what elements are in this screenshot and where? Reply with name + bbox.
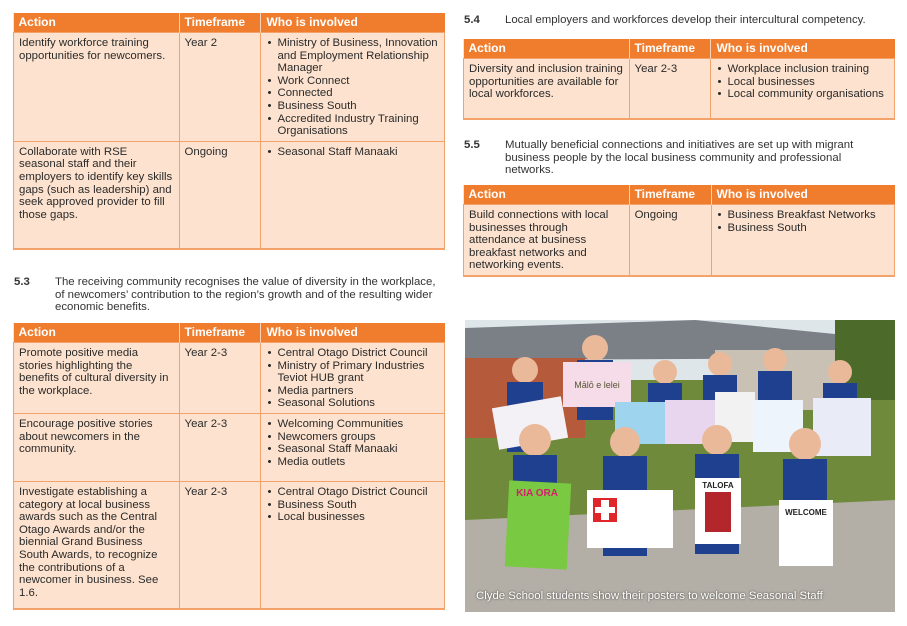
header-action: Action [464, 39, 630, 59]
timeframe-cell: Ongoing [179, 141, 261, 249]
photo-caption: Clyde School students show their posters to welcome Seasonal Staff [476, 590, 823, 602]
timeframe-cell: Ongoing [629, 205, 711, 276]
section-5-3 [14, 276, 444, 316]
who-item: • Welcoming Communities [266, 418, 439, 431]
who-item: • Business South [266, 100, 439, 113]
header-who: Who is involved [261, 323, 445, 343]
students-photo [465, 320, 895, 612]
header-action: Action [14, 13, 180, 33]
who-item: • Accredited Industry Training Organisations [266, 113, 439, 138]
who-item: • Local businesses [266, 511, 439, 524]
section-text: Local employers and workforces develop their intercultural competency. [505, 14, 866, 26]
header-timeframe: Timeframe [629, 185, 711, 205]
action-cell: Investigate establishing a category at local business awards such as the Central Otago Awards and/or the biennial Grand Business South Awards, to recognize the contributions of a newcomer in business. See 1.6. [14, 481, 180, 609]
table-header-row [14, 13, 445, 33]
action-cell: Identify workforce training opportunities for newcomers. [14, 33, 180, 142]
table-row [14, 343, 445, 414]
timeframe-cell: Year 2 [179, 33, 261, 142]
who-item: • Business South [266, 499, 439, 512]
who-item: • Local community organisations [716, 88, 889, 101]
who-item: • Seasonal Solutions [266, 397, 439, 410]
timeframe-cell: Year 2-3 [179, 481, 261, 609]
action-cell: Build connections with local businesses through attendance at business breakfast networks and networking events. [464, 205, 630, 276]
table-row [14, 33, 445, 142]
header-who: Who is involved [711, 39, 895, 59]
header-timeframe: Timeframe [179, 323, 261, 343]
section-5-4 [464, 14, 896, 28]
who-item: • Seasonal Staff Manaaki [266, 146, 439, 159]
students-illustration [465, 320, 895, 612]
who-item: • Workplace inclusion training [716, 63, 889, 76]
header-action: Action [464, 185, 630, 205]
diversity-value-table [13, 323, 445, 610]
business-connections-table [463, 185, 895, 277]
header-timeframe: Timeframe [179, 13, 261, 33]
section-text: Mutually beneficial connections and initiatives are set up with migrant business people by the local business community and professional networks. [505, 139, 854, 177]
table-header-row [464, 185, 895, 205]
table-row [464, 59, 895, 119]
who-item: • Seasonal Staff Manaaki [266, 443, 439, 456]
header-action: Action [14, 323, 180, 343]
header-who: Who is involved [711, 185, 895, 205]
table-row [14, 481, 445, 609]
section-number: 5.5 [464, 139, 480, 151]
svg-text:KIA ORA: KIA ORA [516, 488, 558, 499]
who-cell [261, 413, 445, 481]
svg-text:Mālō e lelei: Mālō e lelei [574, 380, 620, 390]
who-item: • Central Otago District Council [266, 347, 439, 360]
timeframe-cell: Year 2-3 [629, 59, 711, 119]
who-item: • Business South [717, 222, 890, 235]
who-cell [261, 343, 445, 414]
who-item: • Media outlets [266, 456, 439, 469]
section-5-5 [464, 139, 896, 179]
header-who: Who is involved [261, 13, 445, 33]
action-cell: Collaborate with RSE seasonal staff and their employers to identify key skills gaps (such as leadership) and seek approved provider to fill those gaps. [14, 141, 180, 249]
table-row [14, 141, 445, 249]
who-item: • Business Breakfast Networks [717, 209, 890, 222]
section-number: 5.4 [464, 14, 480, 26]
who-cell [711, 205, 895, 276]
section-text: The receiving community recognises the value of diversity in the workplace, of newcomers’ contribution to the region’s growth and of the resulting wider economic benefits. [55, 276, 436, 314]
table-row [464, 205, 895, 276]
who-item: • Ministry of Primary Industries Teviot HUB grant [266, 360, 439, 385]
workforce-training-table [13, 13, 445, 250]
svg-text:TALOFA: TALOFA [702, 481, 734, 490]
who-cell [711, 59, 895, 119]
intercultural-competency-table [463, 39, 895, 120]
who-cell [261, 481, 445, 609]
who-item: • Ministry of Business, Innovation and Employment Relationship Manager [266, 37, 439, 75]
who-item: • Work Connect [266, 75, 439, 88]
svg-text:WELCOME: WELCOME [785, 508, 827, 517]
who-item: • Central Otago District Council [266, 486, 439, 499]
action-cell: Encourage positive stories about newcomers in the community. [14, 413, 180, 481]
section-number: 5.3 [14, 276, 30, 288]
action-cell: Diversity and inclusion training opportunities are available for local workforces. [464, 59, 630, 119]
timeframe-cell: Year 2-3 [179, 343, 261, 414]
who-cell [261, 33, 445, 142]
who-item: • Local businesses [716, 76, 889, 89]
who-item: • Media partners [266, 385, 439, 398]
who-item: • Connected [266, 87, 439, 100]
timeframe-cell: Year 2-3 [179, 413, 261, 481]
table-header-row [14, 323, 445, 343]
action-cell: Promote positive media stories highlighting the benefits of cultural diversity in the workplace. [14, 343, 180, 414]
table-header-row [464, 39, 895, 59]
table-row [14, 413, 445, 481]
header-timeframe: Timeframe [629, 39, 711, 59]
who-cell [261, 141, 445, 249]
who-item: • Newcomers groups [266, 431, 439, 444]
